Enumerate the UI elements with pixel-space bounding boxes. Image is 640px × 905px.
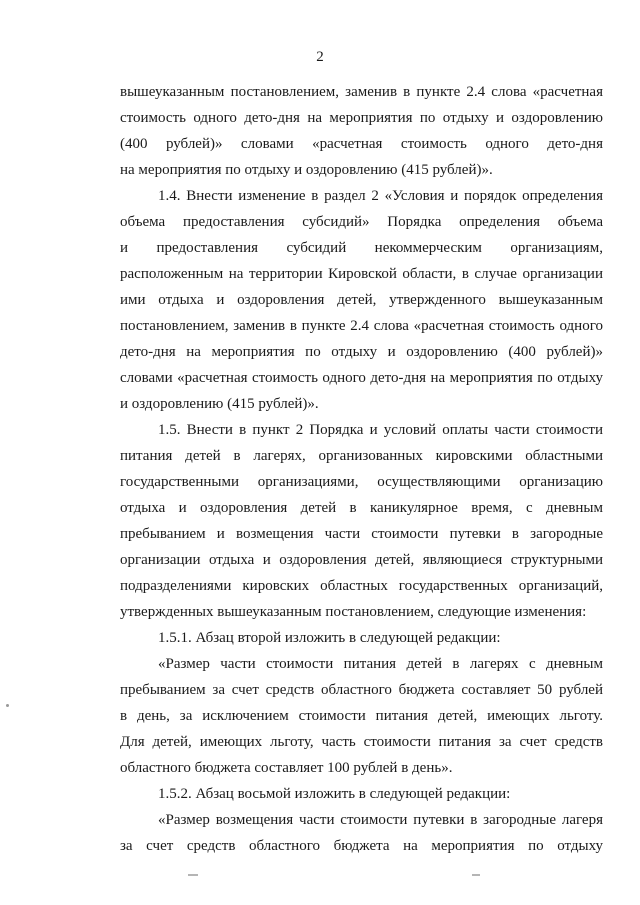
text-line: (400 рублей)» словами «расчетная стоимость одного дето-дня [120,136,603,152]
text-line: и оздоровлению (415 рублей)». [120,396,319,412]
text-line: утвержденных вышеуказанным постановлением, следующие изменения: [120,604,587,620]
text-line: словами «расчетная стоимость одного дето-дня на мероприятия по отдыху [120,370,603,386]
text-line: дето-дня на мероприятия по отдыху и оздоровлению (400 рублей)» [120,344,603,360]
text-line: 1.5. Внести в пункт 2 Порядка и условий оплаты части стоимости [158,422,603,438]
text-line: подразделениями кировских областных государственных организаций, [120,578,603,594]
scan-artifact [6,704,9,707]
text-line: в день, за исключением стоимости питания детей, имеющих льготу. [120,708,603,724]
text-line: расположенным на территории Кировской области, в случае организации [120,266,603,282]
text-line: областного бюджета составляет 100 рублей в день». [120,760,453,776]
text-line: «Размер возмещения части стоимости путевки в загородные лагеря [158,812,603,828]
text-line: на мероприятия по отдыху и оздоровлению (415 рублей)». [120,162,493,178]
text-line: Для детей, имеющих льготу, часть стоимости питания за счет средств [120,734,603,750]
text-line: 1.5.2. Абзац восьмой изложить в следующей редакции: [158,786,511,802]
text-line: вышеуказанным постановлением, заменив в пункте 2.4 слова «расчетная [120,84,603,100]
text-line: за счет средств областного бюджета на мероприятия по отдыху [120,838,603,854]
text-line: ими отдыха и оздоровления детей, утвержденного вышеуказанным [120,292,603,308]
scan-artifact [188,874,198,876]
page-number: 2 [316,49,324,65]
text-line: государственными организациями, осуществляющими организацию [120,474,603,490]
text-line: объема предоставления субсидий» Порядка определения объема [120,214,603,230]
text-line: питания детей в лагерях, организованных кировскими областными [120,448,603,464]
text-line: 1.5.1. Абзац второй изложить в следующей редакции: [158,630,501,646]
text-line: и предоставления субсидий некоммерческим организациям, [120,240,603,256]
text-line: 1.4. Внести изменение в раздел 2 «Условия и порядок определения [158,188,603,204]
document-body [120,79,603,859]
text-line: пребыванием и возмещения части стоимости путевки в загородные [120,526,603,542]
text-line: постановлением, заменив в пункте 2.4 слова «расчетная стоимость одного [120,318,603,334]
text-line: отдыха и оздоровления детей в каникулярное время, с дневным [120,500,603,516]
text-line: пребыванием за счет средств областного бюджета составляет 50 рублей [120,682,603,698]
text-line: стоимость одного дето-дня на мероприятия по отдыху и оздоровлению [120,110,603,126]
scan-artifact [472,874,480,876]
text-line: организации отдыха и оздоровления детей, являющиеся структурными [120,552,603,568]
text-line: «Размер части стоимости питания детей в лагерях с дневным [158,656,603,672]
